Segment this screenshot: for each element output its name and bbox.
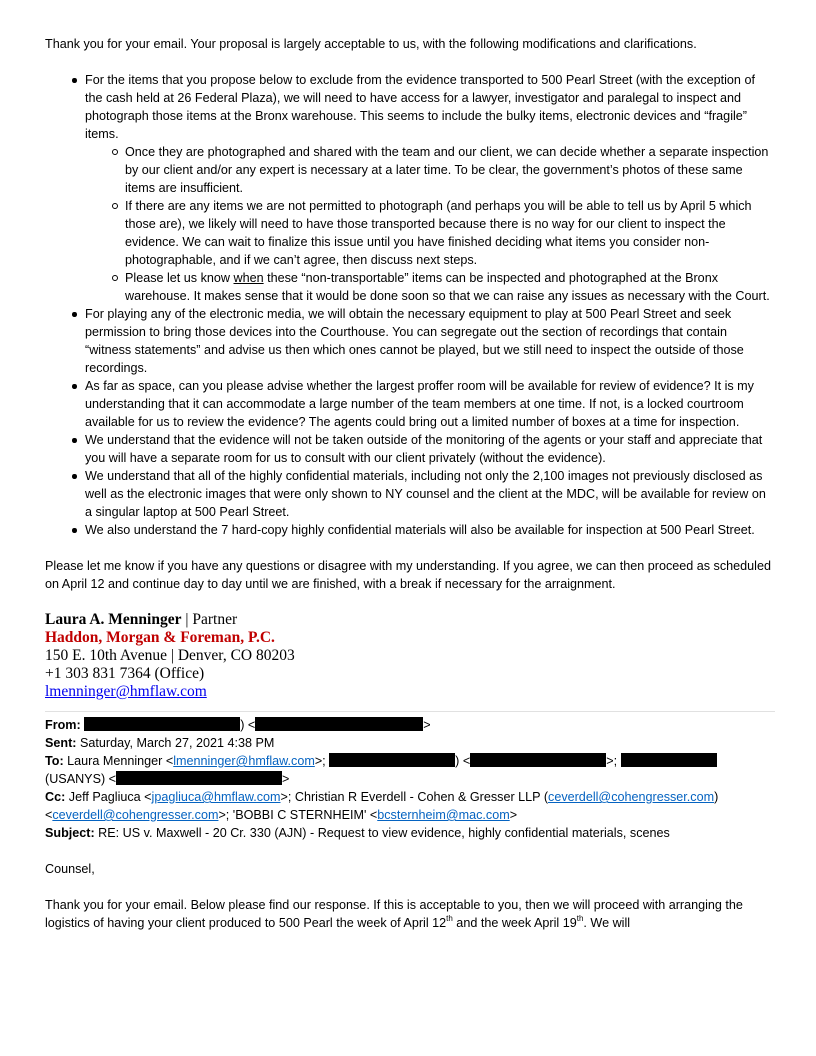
to-line: To: Laura Menninger <lmenninger@hmflaw.com>; ) < >; (USANYS) < >	[45, 752, 775, 788]
redaction-bar	[84, 717, 240, 731]
signature-email-link[interactable]: lmenninger@hmflaw.com	[45, 683, 207, 700]
reply-paragraph: Thank you for your email. Below please find our response. If this is acceptable to you, then we will proceed with arranging the logistics of having your client produced to 500 Pearl the week of April 12th and the week April 19th. We will	[45, 898, 743, 930]
list-item: We also understand the 7 hard-copy highly confidential materials will also be available for inspection at 500 Pearl Street.	[85, 521, 775, 539]
forwarded-header	[45, 716, 775, 842]
from-line: From: ) < >	[45, 718, 431, 732]
list-item: As far as space, can you please advise whether the largest proffer room will be available for review of evidence? It is my understanding that it can accommodate a large number of the team members at one time. If not, is a locked courtroom available for us to review the evidence? The agents could bring out a limited number of boxes at a time for inspection.	[85, 377, 775, 431]
sent-line: Sent: Saturday, March 27, 2021 4:38 PM	[45, 736, 275, 750]
sub-list-item: Once they are photographed and shared with the team and our client, we can decide whether a separate inspection by our client and/or any expert is necessary at a later time. To be clear, the government’s photos of these same items are insufficient.	[125, 143, 775, 197]
redaction-bar	[329, 753, 455, 767]
cc-email-link[interactable]: ceverdell@cohengresser.com	[548, 790, 715, 804]
cc-email-link[interactable]: jpagliuca@hmflaw.com	[151, 790, 281, 804]
redaction-bar	[116, 771, 282, 785]
signature-block: Laura A. Menninger | Partner Haddon, Morgan & Foreman, P.C. 150 E. 10th Avenue | Denver, CO 80203 +1 303 831 7364 (Office) lmenninger@hmflaw.com	[45, 611, 775, 701]
sub-list-item: If there are any items we are not permitted to photograph (and perhaps you will be able to tell us by April 5 which those are), we likely will need to have those transported because there is no way for our client to inspect the evidence. We can wait to finalize this issue until you have finished deciding what items you consider non-photographable, and if we can’t agree, then discuss next steps.	[125, 197, 775, 269]
intro-paragraph: Thank you for your email. Your proposal is largely acceptable to us, with the following modifications and clarifications.	[45, 37, 697, 51]
closing-paragraph: Please let me know if you have any questions or disagree with my understanding. If you agree, we can then proceed as scheduled on April 12 and continue day to day until we are finished, with a break if necessary for the arraignment.	[45, 559, 771, 591]
cc-email-link[interactable]: ceverdell@cohengresser.com	[52, 808, 219, 822]
email-body	[45, 35, 775, 932]
signature-name: Laura A. Menninger	[45, 611, 182, 628]
message-divider	[45, 711, 775, 712]
cc-line: Cc: Jeff Pagliuca <jpagliuca@hmflaw.com>; Christian R Everdell - Cohen & Gresser LLP (ceverdell@cohengresser.com) <ceverdell@cohengresser.com>; 'BOBBI C STERNHEIM' <bcsternheim@mac.com>	[45, 790, 719, 822]
list-item: We understand that all of the highly confidential materials, including not only the 2,100 images not previously disclosed as well as the electronic images that were only shown to NY counsel and the client at the MDC, will be available for review on a singular laptop at 500 Pearl Street.	[85, 467, 775, 521]
greeting: Counsel,	[45, 862, 95, 876]
underlined-when: when	[233, 271, 264, 285]
sub-list	[85, 143, 775, 305]
signature-firm: Haddon, Morgan & Foreman, P.C.	[45, 629, 275, 646]
subject-line: Subject: RE: US v. Maxwell - 20 Cr. 330 (AJN) - Request to view evidence, highly confidential materials, scenes	[45, 826, 670, 840]
signature-phone: +1 303 831 7364 (Office)	[45, 665, 205, 682]
cc-email-link[interactable]: bcsternheim@mac.com	[377, 808, 510, 822]
sub-list-item: Please let us know when these “non-transportable” items can be inspected and photographed at the Bronx warehouse. It makes sense that it would be done soon so that we can raise any issues as necessary with the Court.	[125, 269, 775, 305]
redaction-bar	[255, 717, 423, 731]
conditions-list	[45, 71, 775, 539]
list-item: For playing any of the electronic media, we will obtain the necessary equipment to play at 500 Pearl Street and seek permission to bring those devices into the Courthouse. You can segregate out the section of recordings that contain “witness statements” and advise us then which ones cannot be played, but we still need to inspect the outside of those recordings.	[85, 305, 775, 377]
redaction-bar	[621, 753, 717, 767]
to-email-link[interactable]: lmenninger@hmflaw.com	[173, 754, 315, 768]
redaction-bar	[470, 753, 606, 767]
list-item: We understand that the evidence will not be taken outside of the monitoring of the agents or your staff and appreciate that you will have a separate room for us to consult with our client privately (without the evidence).	[85, 431, 775, 467]
list-item: For the items that you propose below to exclude from the evidence transported to 500 Pearl Street (with the exception of the cash held at 26 Federal Plaza), we will need to have access for a lawyer, investigator and paralegal to inspect and photograph those items at the Bronx warehouse. This seems to include the bulky items, electronic devices and “fragile” items. Once they are photographed and shared with the team and our client, we can decide whether a separate inspection by our client and/or any expert is necessary at a later time. To be clear, the government’s photos of these same items are insufficient. If there are any items we are not permitted to photograph (and perhaps you will be able to tell us by April 5 which those are), we likely will need to have those transported because there is no way for our client to inspect the evidence. We can wait to finalize this issue until you have finished deciding what items you consider non-photographable, and if we can’t agree, then discuss next steps. Please let us know when these “non-transportable” items can be inspected and photographed at the Bronx warehouse. It makes sense that it would be done soon so that we can raise any issues as necessary with the Court.	[85, 71, 775, 305]
signature-address: 150 E. 10th Avenue | Denver, CO 80203	[45, 647, 295, 664]
signature-title: Partner	[192, 611, 238, 628]
